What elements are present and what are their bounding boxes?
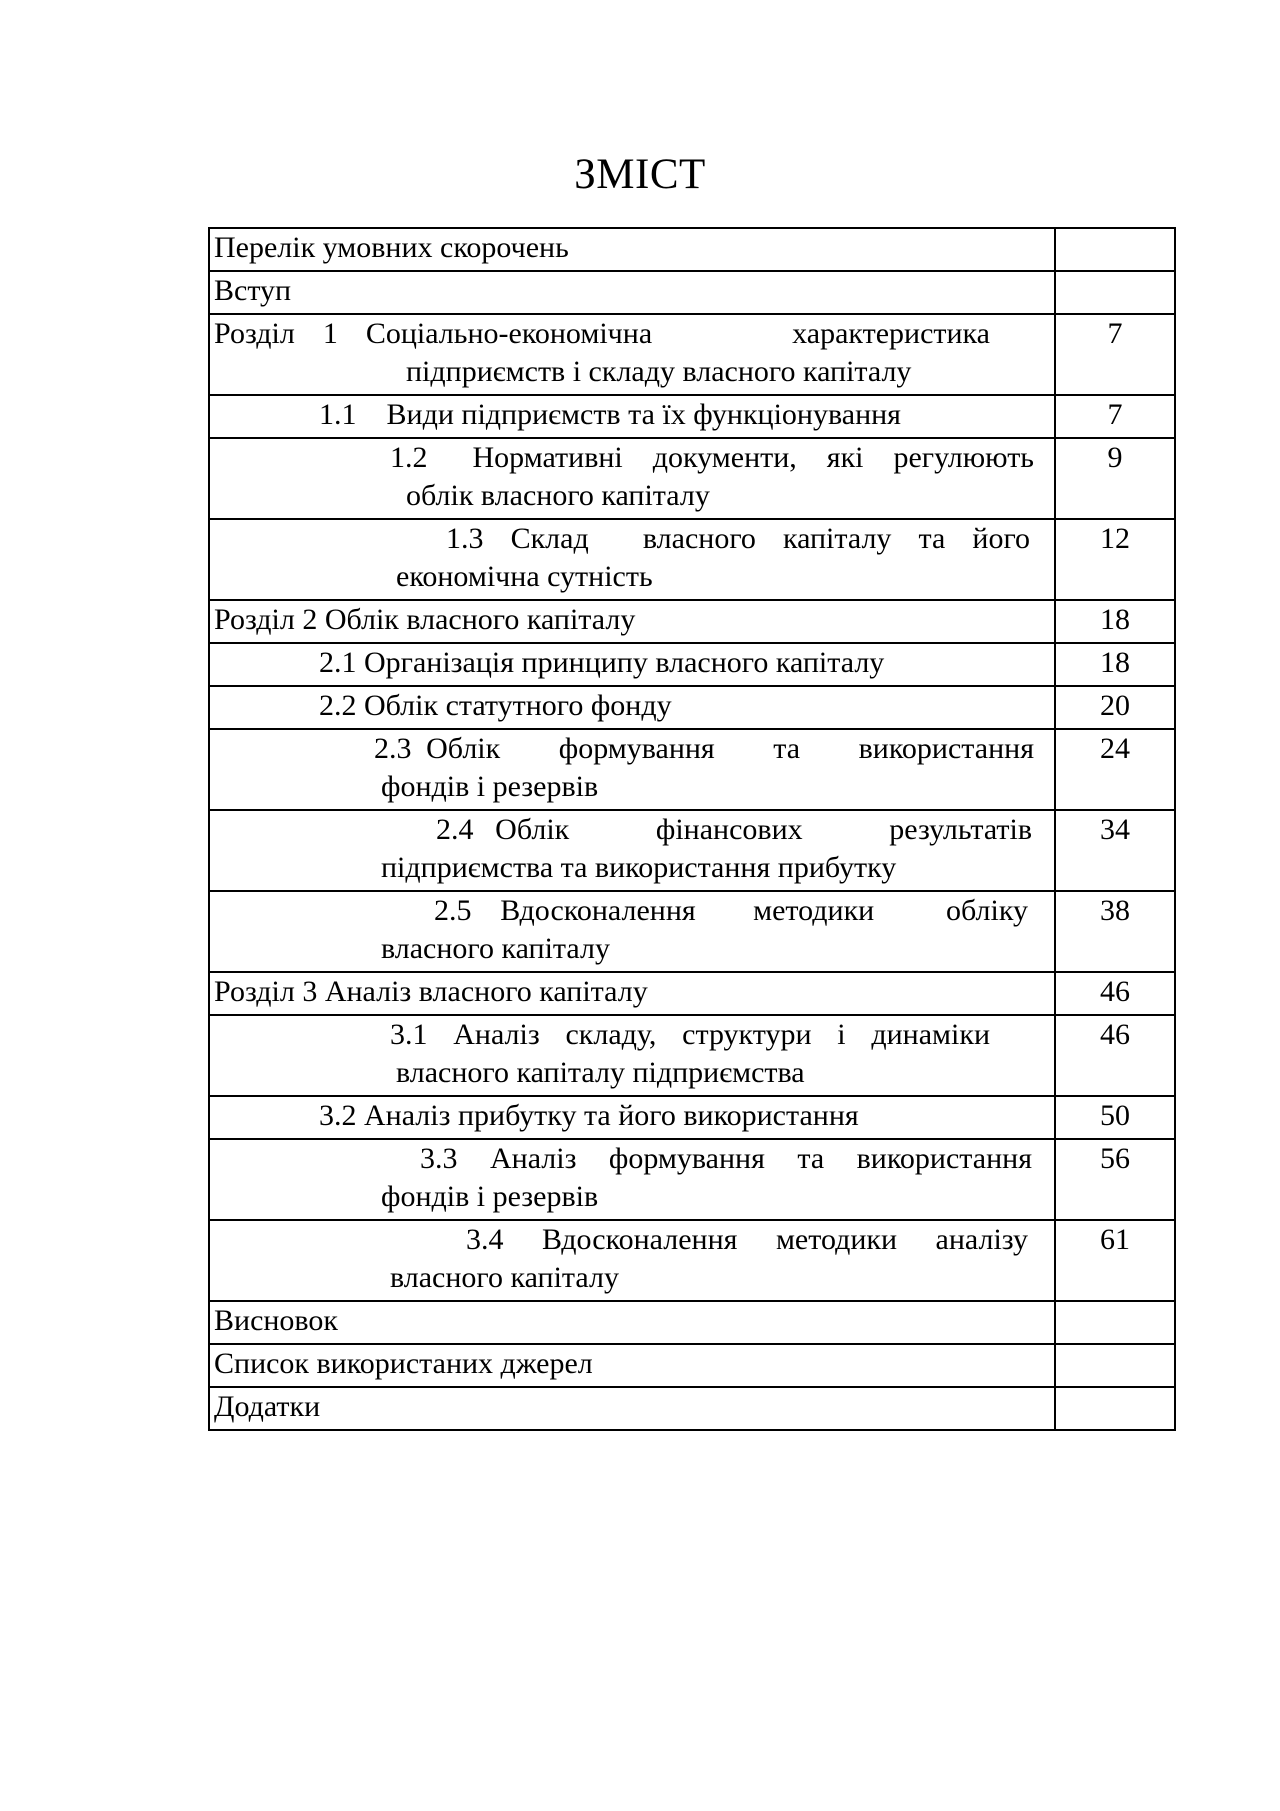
toc-entry-line: власного капіталу	[390, 1261, 619, 1294]
toc-row	[209, 1344, 1175, 1387]
toc-entry-title	[209, 600, 1055, 643]
toc-page-number: 50	[1055, 1096, 1175, 1139]
toc-entry-title	[209, 1387, 1055, 1430]
toc-page-number: 46	[1055, 1015, 1175, 1096]
toc-row	[209, 438, 1175, 519]
toc-entry-title	[209, 1096, 1055, 1139]
toc-entry-line: підприємства та використання прибутку	[381, 851, 897, 884]
toc-page-number	[1055, 1387, 1175, 1430]
toc-entry-title	[209, 1220, 1055, 1301]
toc-page-number: 18	[1055, 643, 1175, 686]
toc-page-number: 12	[1055, 519, 1175, 600]
toc-entry-line: 3.2 Аналіз прибутку та його використання	[319, 1099, 859, 1132]
table-of-contents	[208, 227, 1176, 1431]
toc-entry-line: 3.4 Вдосконалення методики аналізу	[466, 1223, 1028, 1256]
toc-row	[209, 395, 1175, 438]
toc-row	[209, 271, 1175, 314]
toc-entry-title	[209, 1344, 1055, 1387]
toc-row	[209, 228, 1175, 271]
toc-entry-line: 1.2 Нормативні документи, які регулюють	[390, 441, 1034, 474]
toc-entry-line: 2.5 Вдосконалення методики обліку	[434, 894, 1028, 927]
toc-entry-line: власного капіталу підприємства	[396, 1056, 805, 1089]
toc-row	[209, 314, 1175, 395]
toc-entry-line: економічна сутність	[396, 560, 653, 593]
toc-entry-title	[209, 891, 1055, 972]
toc-entry-line: 2.3 Облік формування та використання	[374, 732, 1034, 765]
toc-row	[209, 972, 1175, 1015]
toc-page-number: 56	[1055, 1139, 1175, 1220]
toc-entry-title	[209, 395, 1055, 438]
toc-entry-line: Розділ 3 Аналіз власного капіталу	[214, 975, 648, 1008]
toc-entry-line: 2.1 Організація принципу власного капіталу	[319, 646, 885, 679]
toc-row	[209, 1220, 1175, 1301]
toc-page-number	[1055, 1344, 1175, 1387]
toc-entry-line: 1.1 Види підприємств та їх функціонування	[319, 398, 901, 431]
toc-row	[209, 1096, 1175, 1139]
toc-entry-line: Перелік умовних скорочень	[214, 231, 569, 264]
toc-entry-line: фондів і резервів	[381, 770, 599, 803]
toc-row	[209, 891, 1175, 972]
toc-page-number: 7	[1055, 395, 1175, 438]
toc-page-number	[1055, 1301, 1175, 1344]
toc-row	[209, 1387, 1175, 1430]
toc-entry-line: Розділ 1 Соціально-економічна характеристика	[214, 317, 990, 350]
toc-entry-title	[209, 1015, 1055, 1096]
toc-entry-line: Вступ	[214, 274, 292, 307]
toc-entry-title	[209, 972, 1055, 1015]
toc-page-number: 9	[1055, 438, 1175, 519]
toc-entry-line: 3.3 Аналіз формування та використання	[420, 1142, 1032, 1175]
toc-page-number: 46	[1055, 972, 1175, 1015]
toc-entry-line: фондів і резервів	[381, 1180, 599, 1213]
toc-row	[209, 600, 1175, 643]
toc-page-number: 24	[1055, 729, 1175, 810]
toc-entry-title	[209, 438, 1055, 519]
toc-entry-line: 2.2 Облік статутного фонду	[319, 689, 672, 722]
toc-row	[209, 810, 1175, 891]
toc-entry-line: підприємств і складу власного капіталу	[406, 355, 912, 388]
toc-row	[209, 1301, 1175, 1344]
page-title: ЗМІСТ	[574, 151, 706, 198]
toc-entry-line: Додатки	[214, 1390, 321, 1423]
toc-entry-line: Список використаних джерел	[214, 1347, 593, 1380]
toc-entry-title	[209, 1139, 1055, 1220]
toc-page-number	[1055, 228, 1175, 271]
toc-row	[209, 1015, 1175, 1096]
toc-entry-line: 1.3 Склад власного капіталу та його	[446, 522, 1030, 555]
toc-page-number: 7	[1055, 314, 1175, 395]
toc-entry-title	[209, 810, 1055, 891]
toc-row	[209, 729, 1175, 810]
toc-row	[209, 686, 1175, 729]
toc-page-number: 18	[1055, 600, 1175, 643]
toc-page-number	[1055, 271, 1175, 314]
toc-page-number: 38	[1055, 891, 1175, 972]
toc-row	[209, 519, 1175, 600]
toc-entry-line: 2.4 Облік фінансових результатів	[436, 813, 1032, 846]
toc-entry-title	[209, 729, 1055, 810]
toc-entry-line: 3.1 Аналіз складу, структури і динаміки	[390, 1018, 990, 1051]
toc-entry-line: Висновок	[214, 1304, 338, 1337]
toc-entry-line: облік власного капіталу	[406, 479, 710, 512]
toc-entry-title	[209, 519, 1055, 600]
toc-entry-title	[209, 314, 1055, 395]
toc-entry-line: Розділ 2 Облік власного капіталу	[214, 603, 636, 636]
toc-row	[209, 643, 1175, 686]
toc-page-number: 61	[1055, 1220, 1175, 1301]
toc-row	[209, 1139, 1175, 1220]
toc-entry-title	[209, 228, 1055, 271]
toc-entry-title	[209, 1301, 1055, 1344]
toc-entry-title	[209, 271, 1055, 314]
toc-page-number: 20	[1055, 686, 1175, 729]
toc-entry-line: власного капіталу	[381, 932, 610, 965]
toc-entry-title	[209, 686, 1055, 729]
toc-entry-title	[209, 643, 1055, 686]
toc-page-number: 34	[1055, 810, 1175, 891]
